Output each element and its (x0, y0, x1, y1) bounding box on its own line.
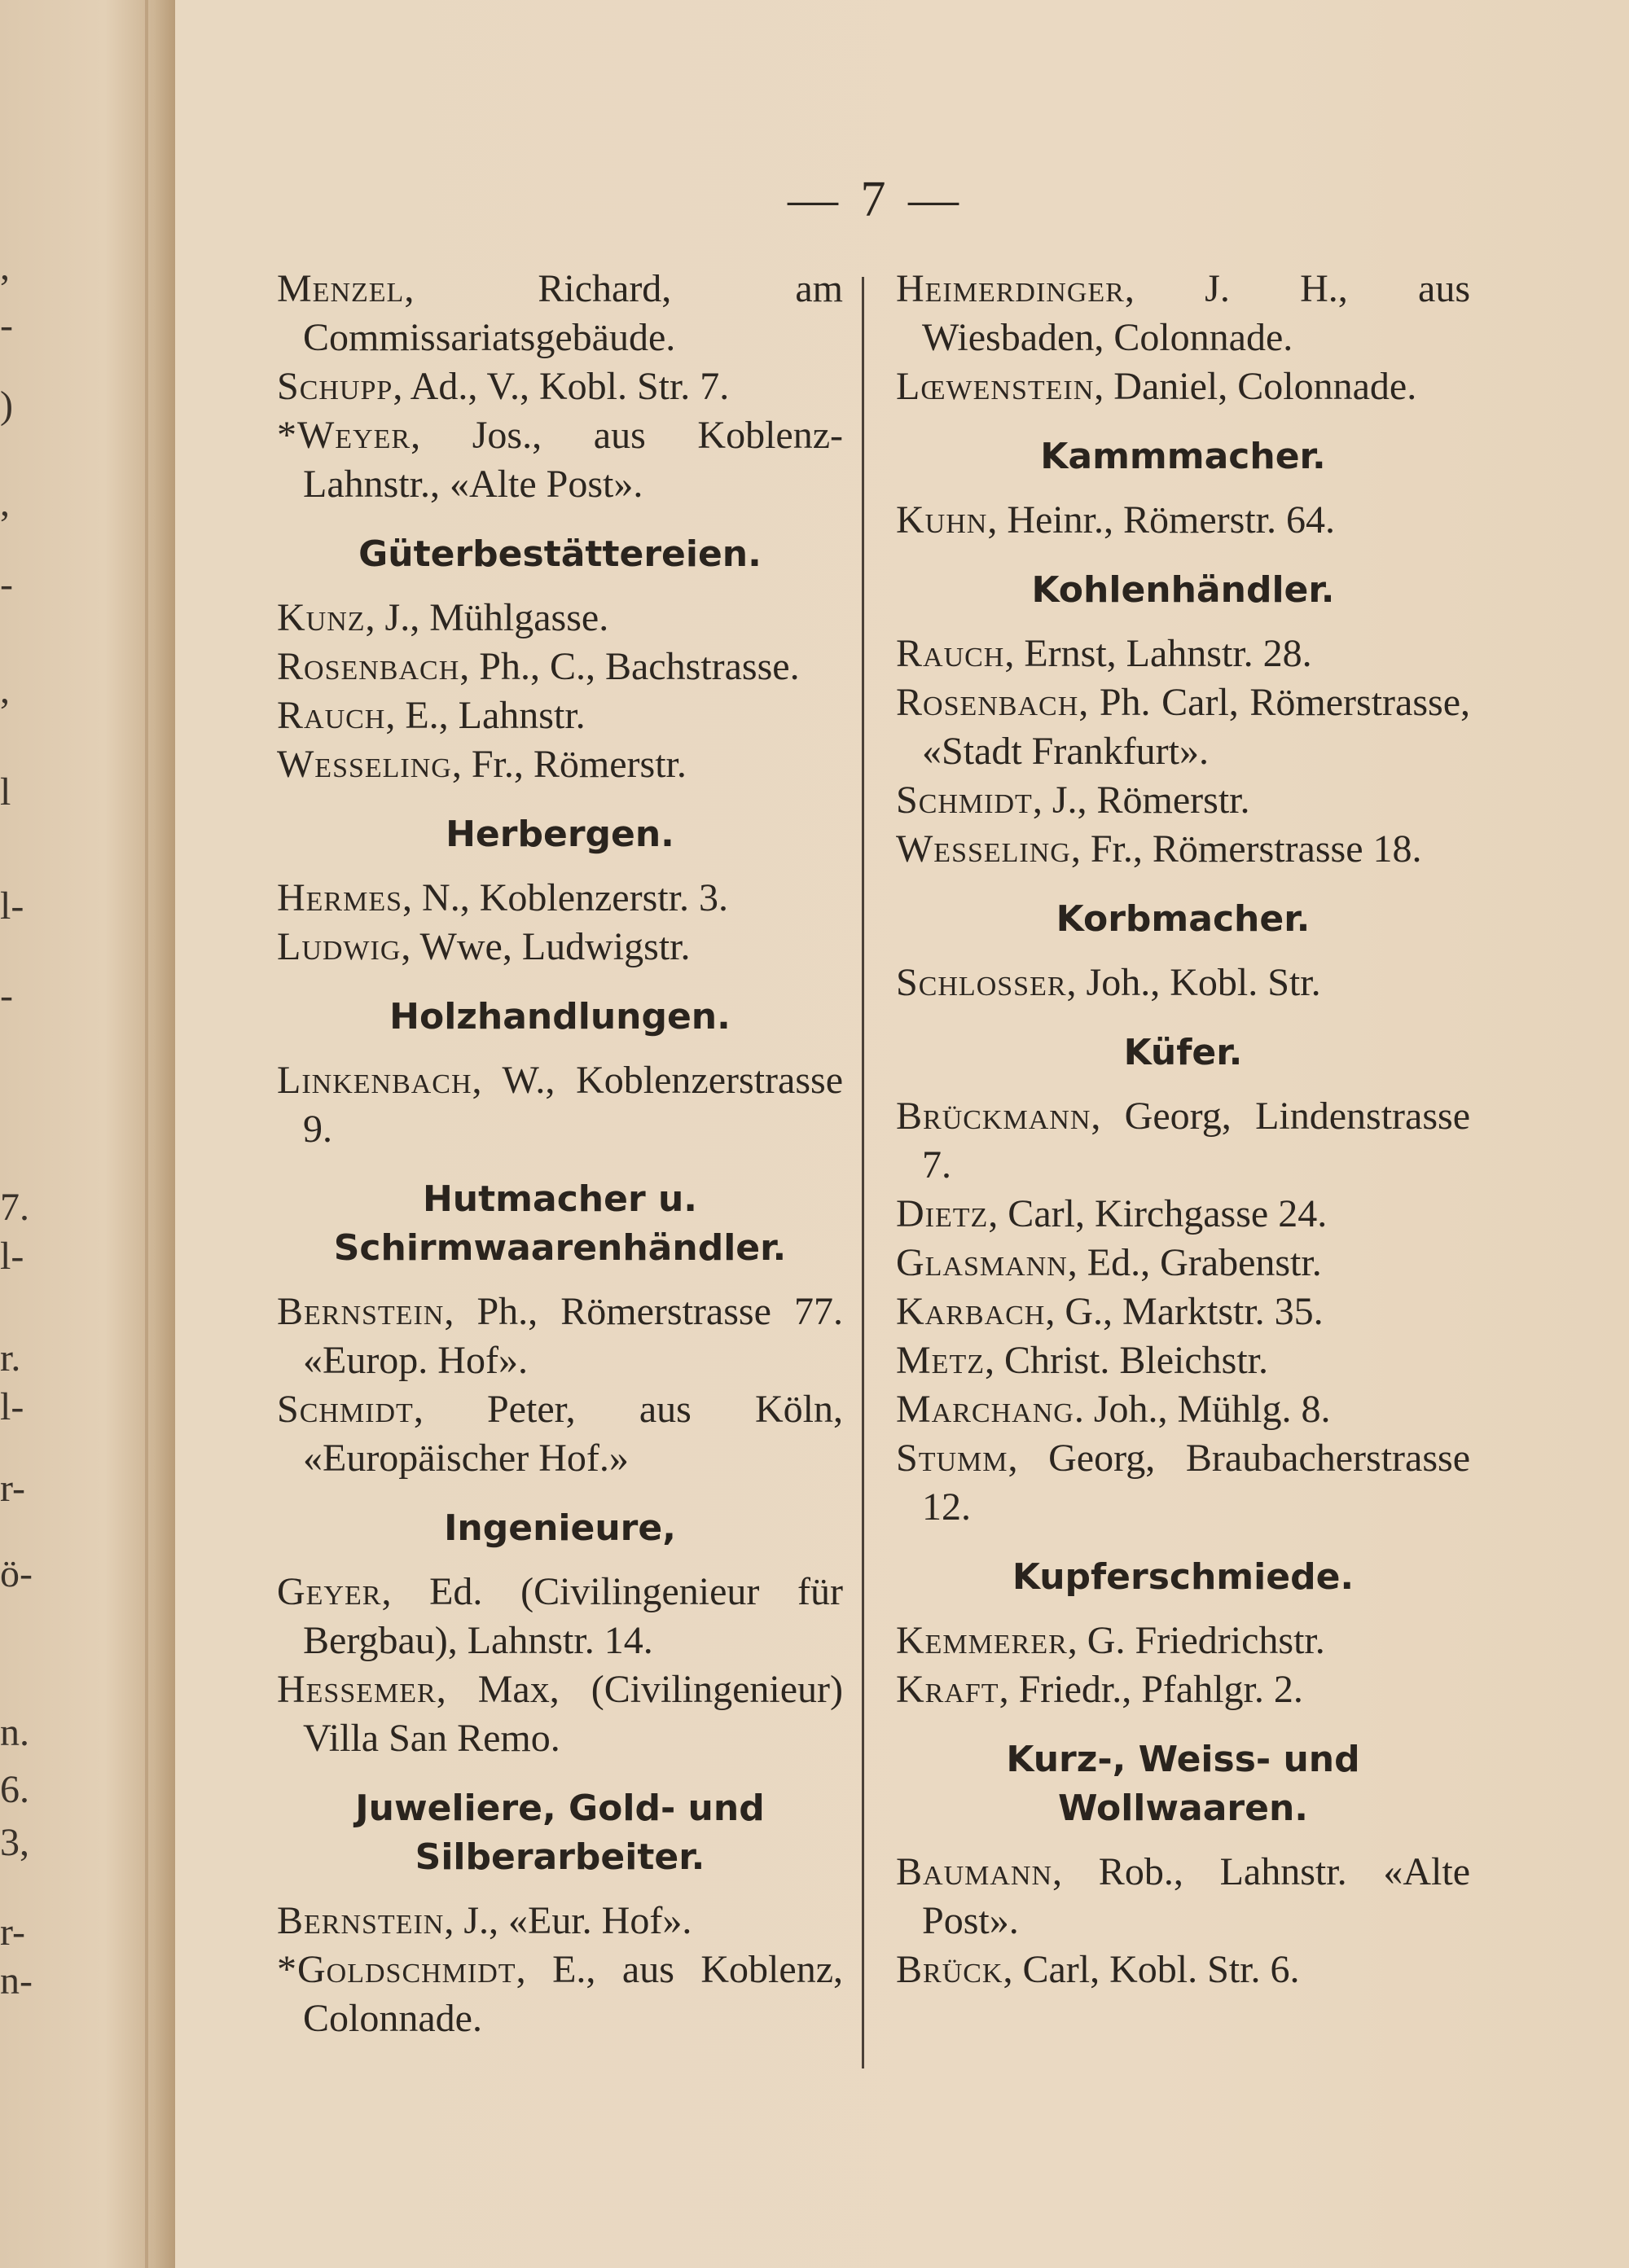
margin-fragment: - (0, 304, 13, 347)
entry-details: , Ph., Römerstrasse 77. «Europ. Hof». (303, 1290, 843, 1382)
entry-name: Menzel (277, 267, 405, 310)
entry-details: , Jos., aus Koblenz-Lahnstr., «Alte Post». (303, 414, 843, 506)
directory-entry (277, 1385, 843, 1483)
directory-entry (896, 1239, 1470, 1288)
entry-details: , Georg, Lindenstrasse 7. (922, 1095, 1470, 1187)
entry-details: , Ph. Carl, Römerstrasse, «Stadt Frankfurt». (922, 681, 1470, 773)
entry-details: , Max, (Civilingenieur) Villa San Remo. (303, 1668, 843, 1760)
margin-fragment: n- (0, 1959, 33, 2003)
entry-name: Glasmann (896, 1241, 1068, 1284)
entry-name: Dietz (896, 1192, 989, 1235)
section-heading: Juweliere, Gold- und Silberarbeiter. (355, 1788, 765, 1878)
margin-fragment: r- (0, 1467, 26, 1510)
entry-name: Geyer (277, 1570, 382, 1613)
entry-details: , Heinr., Römerstr. 64. (987, 498, 1335, 542)
entry-name: Bernstein (277, 1290, 445, 1333)
entry-name: *Weyer (277, 414, 411, 457)
entry-name: Marchang (896, 1388, 1074, 1431)
entry-details: , J. H., aus Wiesbaden, Colonnade. (922, 267, 1470, 359)
entry-name: Linkenbach (277, 1059, 472, 1102)
directory-entry (896, 496, 1470, 545)
section-heading: Korbmacher. (1056, 898, 1311, 940)
section-heading: Hutmacher u. Schirmwaarenhändler. (333, 1178, 787, 1269)
entry-details: , E., aus Koblenz, Colonnade. (303, 1948, 843, 2040)
directory-entry (277, 594, 843, 643)
entry-name: Lœwenstein (896, 365, 1095, 408)
directory-entry (896, 630, 1470, 678)
section-heading: Ingenieure, (444, 1507, 676, 1549)
margin-fragment: r- (0, 1910, 26, 1954)
entry-name: Brückmann (896, 1095, 1091, 1138)
entry-details: , G. Friedrichstr. (1067, 1619, 1325, 1662)
entry-details: , Ed., Grabenstr. (1067, 1241, 1322, 1284)
entry-details: , Wwe, Ludwigstr. (401, 925, 691, 968)
page-fold (145, 0, 148, 2268)
entry-name: Kemmerer (896, 1619, 1068, 1662)
margin-fragment: n. (0, 1711, 29, 1754)
entry-name: Karbach (896, 1290, 1046, 1333)
entry-details: , Carl, Kobl. Str. 6. (1003, 1948, 1300, 1991)
entry-details: , Georg, Braubacherstrasse 12. (922, 1437, 1470, 1529)
entry-name: Schmidt (896, 779, 1033, 822)
entry-name: Rauch (896, 632, 1005, 675)
directory-entry (896, 776, 1470, 825)
section-heading: Küfer. (1123, 1032, 1243, 1073)
entry-name: Hessemer (277, 1668, 437, 1711)
margin-fragment: l- (0, 884, 24, 928)
margin-fragment: - (0, 563, 13, 606)
directory-entry (277, 362, 843, 411)
entry-name: Baumann (896, 1850, 1053, 1893)
directory-entry (896, 362, 1470, 411)
entry-details: , Joh., Kobl. Str. (1066, 961, 1321, 1004)
margin-fragment: l (0, 770, 11, 814)
entry-details: , W., Koblenzerstrasse 9. (303, 1059, 843, 1151)
directory-entry (277, 1946, 843, 2043)
section-heading: Güterbestättereien. (358, 533, 762, 575)
margin-fragment: , (0, 481, 10, 524)
entry-name: Schmidt (277, 1388, 414, 1431)
margin-fragment: - (0, 974, 13, 1017)
margin-fragment: l- (0, 1235, 24, 1278)
left-column (277, 265, 843, 2043)
right-column (896, 265, 1470, 1994)
entry-name: Rauch (277, 694, 386, 737)
entry-name: *Goldschmidt (277, 1948, 516, 1991)
entry-details: , E., Lahnstr. (385, 694, 586, 737)
entry-details: , Fr., Römerstrasse 18. (1070, 827, 1422, 871)
directory-entry (896, 1848, 1470, 1946)
directory-entry (896, 1617, 1470, 1665)
entry-details: , Carl, Kirchgasse 24. (988, 1192, 1328, 1235)
margin-fragment: 3, (0, 1821, 29, 1864)
entry-name: Wesseling (277, 743, 452, 786)
column-divider (862, 277, 864, 2068)
directory-entry (896, 1665, 1470, 1714)
entry-name: Rosenbach (277, 645, 460, 688)
directory-entry (896, 1092, 1470, 1190)
directory-entry (277, 643, 843, 691)
entry-details: , Ed. (Civilingenieur für Bergbau), Lahnstr. 14. (303, 1570, 843, 1662)
section-heading: Kammmacher. (1040, 436, 1326, 477)
entry-details: , J., «Eur. Hof». (444, 1899, 692, 1942)
directory-entry (277, 923, 843, 972)
entry-details: , G., Marktstr. 35. (1045, 1290, 1324, 1333)
margin-fragment: ) (0, 384, 13, 427)
margin-fragment: 6. (0, 1768, 29, 1811)
entry-name: Kunz (277, 596, 366, 639)
margin-fragment: , (0, 669, 10, 712)
entry-name: Heimerdinger (896, 267, 1125, 310)
entry-name: Metz (896, 1339, 985, 1382)
entry-name: Bernstein (277, 1899, 445, 1942)
section-heading: Herbergen. (446, 814, 674, 855)
page-number: — 7 — (788, 172, 964, 227)
directory-entry (277, 1665, 843, 1763)
directory-entry (896, 1190, 1470, 1239)
entry-details: , Ad., V., Kobl. Str. 7. (393, 365, 730, 408)
directory-entry (896, 959, 1470, 1007)
margin-fragment: l- (0, 1385, 24, 1428)
entry-details: , J., Mühlgasse. (365, 596, 609, 639)
directory-entry (896, 1385, 1470, 1434)
entry-name: Schupp (277, 365, 393, 408)
directory-entry (896, 1434, 1470, 1532)
entry-details: , Christ. Bleichstr. (985, 1339, 1268, 1382)
entry-name: Hermes (277, 876, 403, 919)
directory-entry (896, 678, 1470, 776)
directory-entry (896, 1336, 1470, 1385)
entry-name: Schlosser (896, 961, 1067, 1004)
directory-entry (277, 1056, 843, 1154)
entry-name: Rosenbach (896, 681, 1079, 724)
directory-entry (277, 411, 843, 509)
directory-entry (896, 1946, 1470, 1994)
entry-details: , Daniel, Colonnade. (1094, 365, 1417, 408)
entry-name: Brück (896, 1948, 1003, 1991)
margin-fragment: r. (0, 1336, 21, 1380)
entry-details: , N., Koblenzerstr. 3. (402, 876, 728, 919)
directory-entry (896, 265, 1470, 362)
directory-entry (277, 1568, 843, 1665)
directory-entry (277, 1288, 843, 1385)
directory-entry (277, 874, 843, 923)
directory-entry (277, 1897, 843, 1946)
entry-details: , Friedr., Pfahlgr. 2. (999, 1668, 1303, 1711)
entry-name: Wesseling (896, 827, 1071, 871)
directory-entry (277, 691, 843, 740)
section-heading: Kohlenhändler. (1031, 569, 1335, 611)
entry-name: Kraft (896, 1668, 999, 1711)
entry-details: , Rob., Lahnstr. «Alte Post». (922, 1850, 1470, 1942)
entry-details: , Richard, am Commissariatsgebäude. (303, 267, 843, 359)
section-heading: Kurz-, Weiss- und Wollwaaren. (1006, 1739, 1360, 1829)
entry-name: Stumm (896, 1437, 1008, 1480)
directory-entry (896, 825, 1470, 874)
section-heading: Holzhandlungen. (389, 996, 731, 1037)
entry-details: , J., Römerstr. (1032, 779, 1250, 822)
entry-details: , Ph., C., Bachstrasse. (459, 645, 800, 688)
facing-page-edge (0, 0, 175, 2268)
directory-entry (277, 265, 843, 362)
directory-entry (277, 740, 843, 789)
entry-name: Kuhn (896, 498, 988, 542)
entry-details: , Ernst, Lahnstr. 28. (1004, 632, 1312, 675)
margin-fragment: 7. (0, 1186, 29, 1229)
section-heading: Kupferschmiede. (1012, 1556, 1355, 1598)
entry-details: , Peter, aus Köln, «Europäischer Hof.» (303, 1388, 843, 1480)
directory-entry (896, 1288, 1470, 1336)
margin-fragment: ö- (0, 1552, 33, 1595)
entry-details: , Fr., Römerstr. (451, 743, 687, 786)
entry-details: . Joh., Mühlg. 8. (1074, 1388, 1331, 1431)
entry-name: Ludwig (277, 925, 402, 968)
margin-fragment: , (0, 245, 10, 288)
